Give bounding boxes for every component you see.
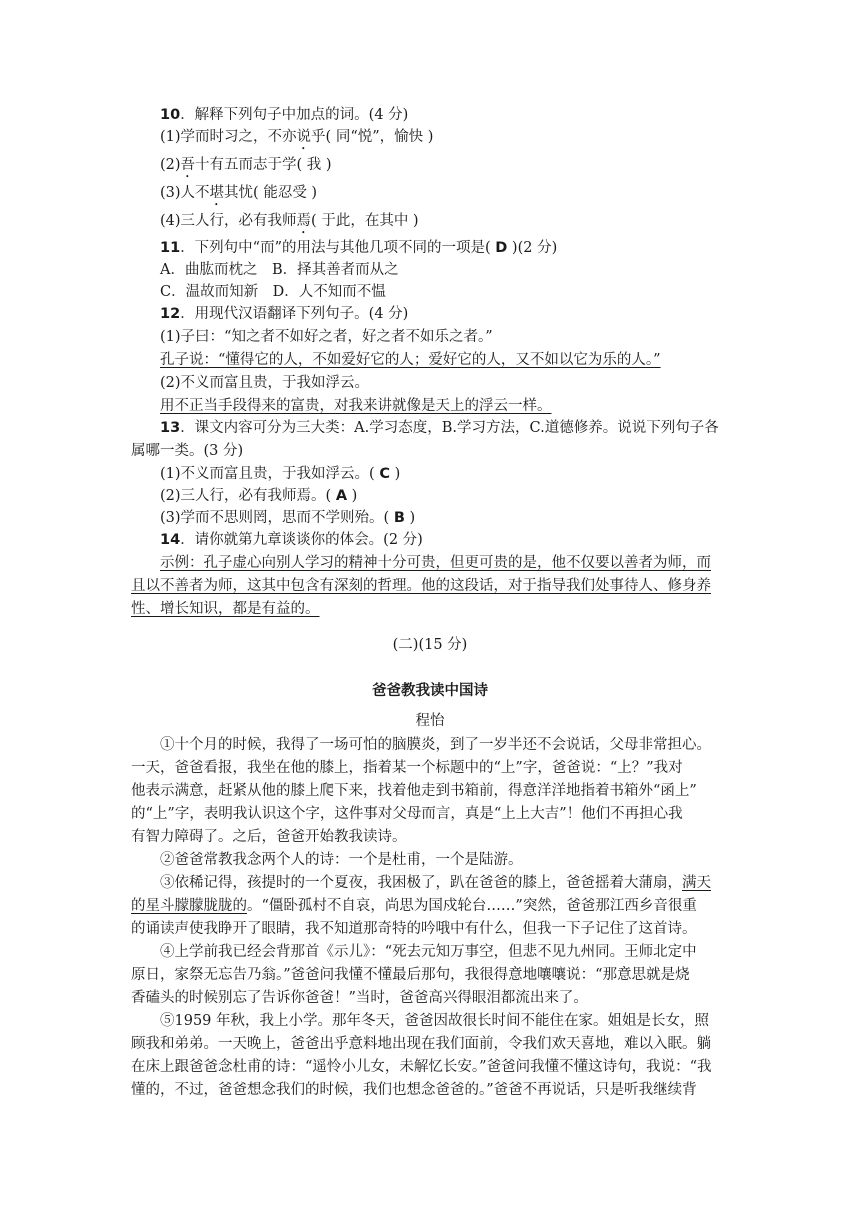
- q13-item-2-text: (2)三人行，必有我师焉。(: [160, 488, 336, 504]
- q13-item-2: [160, 486, 357, 506]
- q14-stem-text: ．请你就第九章谈谈你的体会。(2 分): [180, 532, 423, 548]
- q13-item-3-text: (3)学而不思则罔，思而不学则殆。(: [160, 510, 394, 526]
- paragraph-3-text-2: 。“僵卧孤村不自哀，尚思为国戍轮台……”突然，爸爸那江西乡音很重: [247, 898, 697, 914]
- paragraph-4-line-1: ④上学前我已经会背那首《示儿》：“死去元知万事空，但悲不见九州同。王师北定中: [160, 944, 697, 960]
- paragraph-1-line-5: 有智力障碍了。之后，爸爸开始教我读诗。: [131, 829, 407, 845]
- paragraph-2: ②爸爸常教我念两个人的诗：一个是杜甫，一个是陆游。: [160, 852, 523, 868]
- q10-stem-text: ．解释下列句子中加点的词。(4 分): [180, 107, 409, 123]
- q14-answer-line-2: 且以不善者为师，这其中包含有深刻的哲理。他的这段话，对于指导我们处事待人、修身养: [131, 578, 711, 594]
- q11-options-2: C．温故而知新 D．人不知而不愠: [160, 284, 386, 300]
- q12-sentence-2: (2)不义而富且贵，于我如浮云。: [160, 375, 370, 391]
- q12-answer-1: 孔子说：“懂得它的人，不如爱好它的人；爱好它的人，又不如以它为乐的人。”: [160, 352, 661, 368]
- paragraph-5-line-2: 顾我和弟弟。一天晚上，爸爸出乎意料地出现在我们面前，令我们欢天喜地，难以入眠。躺: [131, 1036, 711, 1052]
- paragraph-4-line-3: 香磕头的时候别忘了告诉你爸爸！”当时，爸爸高兴得眼泪都流出来了。: [131, 990, 588, 1006]
- q10-item-2-dotted-word: 吾: [180, 157, 196, 173]
- q10-item-4-pre: (4)三人行，必有我师: [160, 213, 297, 229]
- q13-item-1: [160, 464, 400, 484]
- paragraph-3-underlined-1: 满天: [682, 875, 711, 891]
- q13-item-1-text: (1)不义而富且贵，于我如浮云。(: [160, 466, 380, 482]
- q10-item-4-post: ( 于此，在其中 ): [311, 213, 419, 229]
- paragraph-3-line-3: 的诵读声使我睁开了眼睛，我不知道那奇特的吟哦中有什么，但我一下子记住了这首诗。: [131, 921, 697, 937]
- q11-answer: D: [495, 240, 508, 256]
- q10-item-4: [160, 211, 419, 237]
- q14-answer-line-3: 性、增长知识，都是有益的。: [131, 601, 320, 617]
- q13-item-2-end: ): [347, 488, 358, 504]
- q11-stem-a: ．下列句中“而”的用法与其他几项不同的一项是(: [180, 240, 496, 256]
- q14-answer-line-1: 示例：孔子虚心向别人学习的精神十分可贵，但更可贵的是，他不仅要以善者为师，而: [160, 555, 711, 571]
- paragraph-3-line-2: [131, 896, 697, 916]
- q13-stem-text: ．课文内容可分为三大类：A.学习态度，B.学习方法，C.道德修养。说说下列句子各: [180, 420, 719, 436]
- q10-stem: [160, 105, 408, 125]
- q12-number: 12: [160, 306, 181, 322]
- q13-item-3: [160, 508, 415, 528]
- q12-stem: [160, 304, 408, 324]
- q11-number: 11: [160, 240, 181, 256]
- q13-stem-cont: 属哪一类。(3 分): [131, 443, 244, 459]
- q13-item-2-answer: A: [335, 488, 348, 504]
- q11-stem: [160, 238, 557, 258]
- paragraph-3-text: ③依稀记得，孩提时的一个夏夜，我困极了，趴在爸爸的膝上，爸爸摇着大蒲扇，: [160, 875, 682, 891]
- q12-stem-text: ．用现代汉语翻译下列句子。(4 分): [180, 306, 409, 322]
- article-author: 程怡: [415, 713, 445, 729]
- paragraph-1-line-3: 他表示满意，赶紧从他的膝上爬下来，找着他走到书箱前，得意洋洋地指着书箱外“函上”: [131, 783, 697, 799]
- section-heading: (二)(15 分): [392, 637, 468, 653]
- article-title: 爸爸教我读中国诗: [372, 683, 488, 699]
- q14-stem: [160, 530, 423, 550]
- paragraph-1-line-4: 的“上”字，表明我认识这个字，这件事对父母而言，真是“上上大吉”！他们不再担心我: [131, 806, 683, 822]
- q10-item-3-post: 其忧( 能忍受 ): [224, 185, 318, 201]
- q13-item-3-end: ): [404, 510, 416, 526]
- paragraph-1-line-2: 一天，爸爸看报，我坐在他的膝上，指着某一个标题中的“上”字，爸爸说：“上？”我对: [131, 760, 683, 776]
- q13-item-1-end: ): [389, 466, 401, 482]
- q13-item-1-answer: C: [379, 466, 390, 482]
- q10-item-3-dotted-word: 堪: [209, 185, 225, 201]
- paragraph-5-line-1: ⑤1959 年秋，我上小学。那年冬天，爸爸因故很长时间不能住在家。姐姐是长女，照: [160, 1013, 710, 1029]
- q10-item-1-pre: (1)学而时习之，不亦: [160, 129, 297, 145]
- paragraph-1-line-1: ①十个月的时候，我得了一场可怕的脑膜炎，到了一岁半还不会说话，父母非常担心。: [160, 737, 711, 753]
- q10-item-1: [160, 127, 433, 153]
- q10-item-2: [160, 155, 332, 181]
- paragraph-3-line-1: [160, 873, 711, 893]
- q10-number: 10: [160, 107, 181, 123]
- q10-item-1-post: 乎( 同“悦”，愉快 ): [311, 129, 434, 145]
- q12-sentence-1: (1)子曰：“知之者不如好之者，好之者不如乐之者。”: [160, 329, 493, 345]
- q14-number: 14: [160, 532, 181, 548]
- q13-number: 13: [160, 420, 181, 436]
- paragraph-3-underlined-2: 的星斗朦朦胧胧的: [131, 898, 247, 914]
- q10-item-2-post: 十有五而志于学( 我 ): [195, 157, 332, 173]
- paragraph-5-line-4: 懂的，不过，爸爸想念我们的时候，我们也想念爸爸的。”爸爸不再说话，只是听我继续背: [131, 1082, 697, 1098]
- q10-item-2-pre: (2): [160, 157, 181, 173]
- q10-item-3-pre: (3)人不: [160, 185, 210, 201]
- q10-item-4-dotted-word: 焉: [296, 213, 312, 229]
- q13-stem: [160, 418, 719, 438]
- q11-stem-b: )(2 分): [507, 240, 558, 256]
- q13-item-3-answer: B: [393, 510, 405, 526]
- paragraph-5-line-3: 在床上跟爸爸念杜甫的诗：“遥怜小儿女，未解忆长安。”爸爸问我懂不懂这诗句，我说：“我: [131, 1059, 712, 1075]
- q10-item-1-dotted-word: 说: [296, 129, 312, 145]
- paragraph-4-line-2: 原日，家祭无忘告乃翁。”爸爸问我懂不懂最后那句，我很得意地嚷嚷说：“那意思就是烧: [131, 967, 690, 983]
- q12-answer-2: 用不正当手段得来的富贵，对我来讲就像是天上的浮云一样。: [160, 398, 552, 414]
- q11-options-1: A．曲肱而枕之 B．择其善者而从之: [160, 262, 399, 278]
- q10-item-3: [160, 183, 317, 209]
